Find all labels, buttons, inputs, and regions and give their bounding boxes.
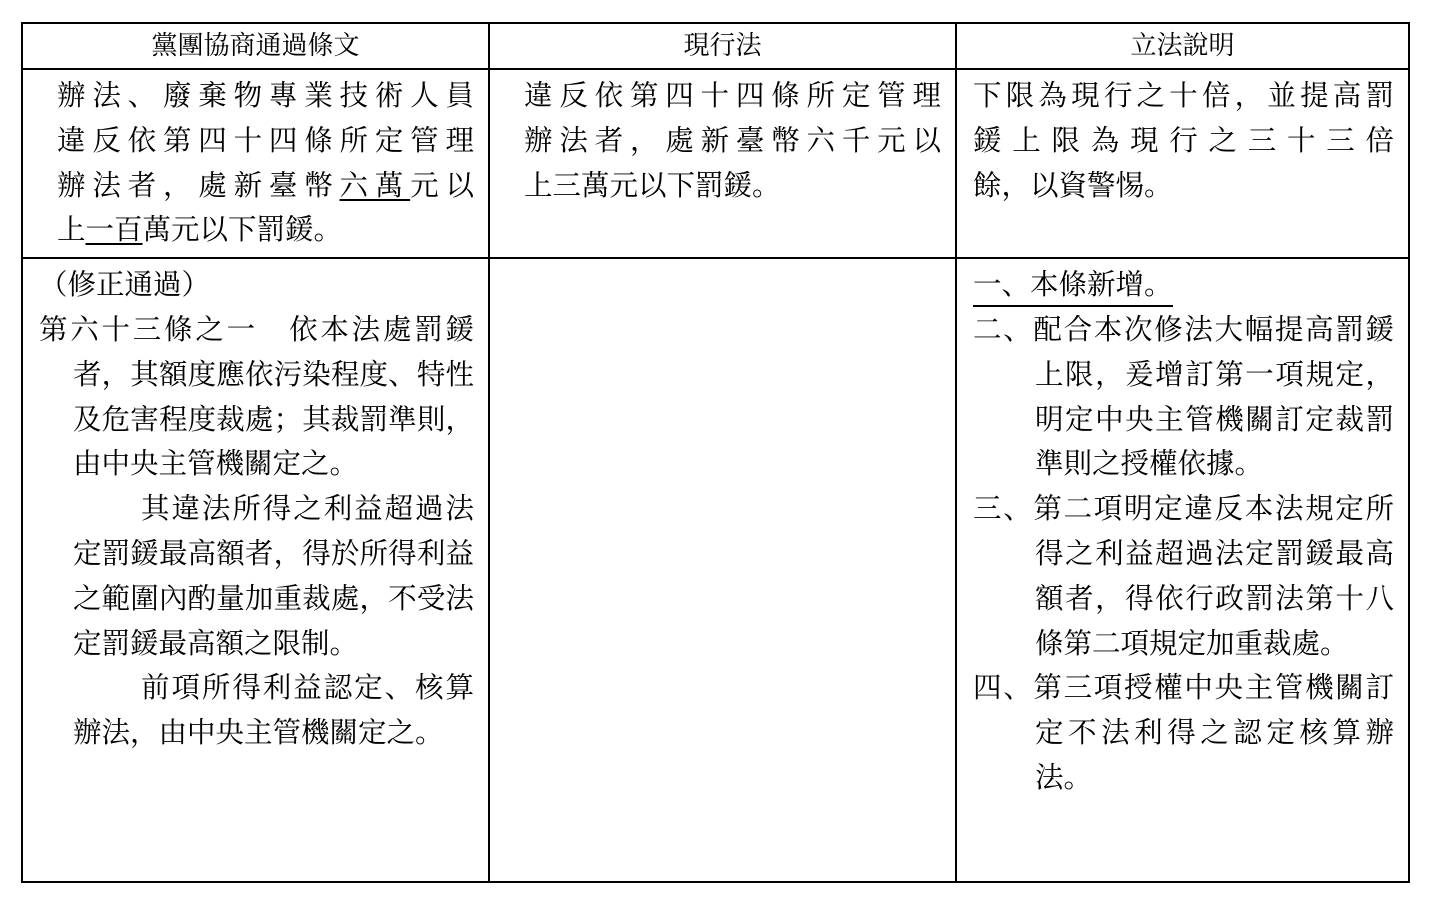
article-paragraph: 前項所得利益認定、核算辦法，由中央主管機關定之。 [73,671,474,750]
current-law-cell [489,69,956,258]
text-line: 辦法者，處新臺幣六千元以 [524,123,941,157]
explanation-cell [956,69,1409,258]
text-line: 辦法、廢棄物專業技術人員 [57,79,474,112]
header-passed-text: 黨團協商通過條文 [22,23,489,69]
explanation-item: 二、配合本次修法大幅提高罰鍰上限，爰增訂第一項規定，明定中央主管機關訂定裁罰準則之授權依據。 [973,312,1394,481]
amended-text: 六萬 [339,168,411,202]
text-line: 鍰上限為現行之三十三倍 [973,123,1394,157]
amended-text: 一百 [85,213,143,247]
current-law-cell [489,258,956,882]
comparison-table [21,22,1410,883]
text-line: 下限為現行之十倍，並提高罰 [973,79,1394,112]
text-line: 違反依第四十四條所定管理 [57,123,474,157]
text-line: 辦法者，處新臺幣六萬元以 [57,168,474,202]
text-line: 上三萬元以下罰鍰。 [524,168,781,202]
text-line: 上一百萬元以下罰鍰。 [57,213,343,247]
article-paragraph: 第六十三條之一 依本法處罰鍰者，其額度應依污染程度、特性及危害程度裁處；其裁罰準則，由中央主管機關定之。 [39,312,474,481]
text-line: 餘，以資警惕。 [973,168,1173,202]
explanation-cell [956,258,1409,882]
explanation-item: 四、第三項授權中央主管機關訂定不法利得之認定核算辦法。 [973,671,1394,794]
table-row [22,258,1409,882]
header-current-law: 現行法 [489,23,956,69]
text-line: 違反依第四十四條所定管理 [524,79,941,112]
status-label: （修正通過） [39,268,211,302]
explanation-item [973,263,1394,308]
header-row [22,23,1409,69]
table-row [22,69,1409,258]
header-explanation: 立法說明 [956,23,1409,69]
new-article-note: 一、本條新增。 [973,265,1173,307]
article-paragraph: 其違法所得之利益超過法定罰鍰最高額者，得於所得利益之範圍內酌量加重裁處，不受法定罰鍰最高額之限制。 [73,492,474,660]
explanation-item: 三、第二項明定違反本法規定所得之利益超過法定罰鍰最高額者，得依行政罰法第十八條第二項規定加重裁處。 [973,492,1394,660]
passed-text-cell [22,69,489,258]
passed-text-cell [22,258,489,882]
